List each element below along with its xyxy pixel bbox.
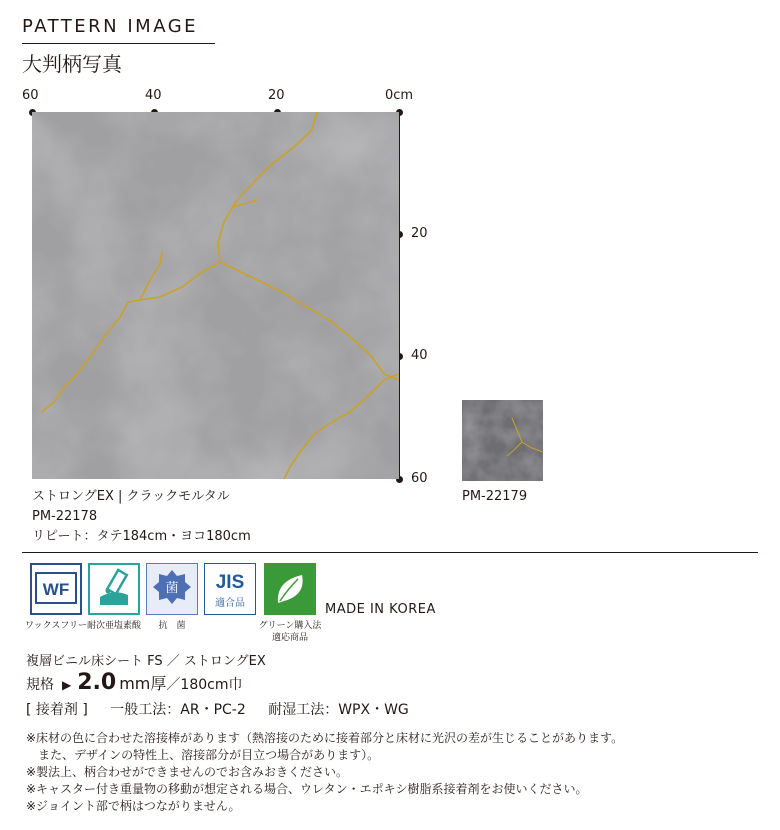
ruler-top-tick-0: 0cm: [385, 88, 414, 103]
antibacterial-icon-text: 菌: [165, 581, 179, 596]
made-in-label: MADE IN KOREA: [325, 602, 436, 617]
wf-badge-label: ワックスフリー: [24, 621, 88, 631]
section-title-en: PATTERN IMAGE: [22, 16, 199, 37]
chemical-badge-label: 耐次亜塩素酸: [86, 621, 141, 631]
product-type: 複層ビニル床シート FS ／ ストロングEX: [26, 654, 266, 669]
alt-sample-code: PM-22179: [462, 489, 528, 504]
ruler-top-tick-60: 60: [22, 88, 39, 103]
green-purchase-label-line1: グリーン購入法: [258, 621, 322, 631]
width-value: ／180cm巾: [166, 677, 243, 693]
wf-badge: [30, 563, 82, 615]
chemical-badge: [88, 563, 140, 615]
jis-badge: [204, 563, 256, 615]
green-purchase-label-line2: 適応商品: [271, 633, 308, 643]
section-divider: [22, 552, 758, 553]
wf-icon-text: WF: [42, 580, 70, 599]
note-line: ※製法上、柄合わせができませんのでお含みおきください。: [26, 765, 349, 779]
main-sample-repeat: リピート：タテ184cm・ヨコ180cm: [32, 529, 251, 544]
adhesive-spec: [26, 699, 409, 719]
green-purchase-badge: [264, 563, 316, 615]
arrow-icon: ▶: [62, 678, 72, 692]
antibacterial-badge-label: 抗 菌: [158, 621, 186, 631]
ruler-right-tick-60: 60: [411, 471, 428, 486]
ruler-right-tick-20: 20: [411, 226, 428, 241]
pattern-swatch-alt: [462, 400, 543, 481]
adhesive-moisture: 耐湿工法：WPX・WG: [268, 702, 409, 718]
leaf-icon: [266, 565, 314, 613]
title-underline: [22, 43, 215, 44]
note-line: ※床材の色に合わせた溶接棒があります（熱溶接のために接着部分と床材に光沢の差が生じることがあります。: [26, 731, 624, 745]
note-line: また、デザインの特性上、溶接部分が目立つ場合があります）。: [26, 748, 380, 762]
jis-icon-subtext: 適合品: [215, 598, 245, 609]
ruler-right-line: [399, 112, 400, 480]
antibacterial-icon: [147, 564, 197, 614]
main-sample-name: ストロングEX | クラックモルタル: [32, 489, 230, 504]
adhesive-general: 一般工法：AR・PC-2: [110, 702, 246, 718]
size-spec: [26, 670, 242, 695]
section-title-ja: 大判柄写真: [22, 52, 122, 76]
antibacterial-badge: [146, 563, 198, 615]
main-sample-code: PM-22178: [32, 509, 98, 524]
note-line: ※キャスター付き重量物の移動が想定される場合、ウレタン・エポキシ樹脂系接着剤をお使いください。: [26, 782, 588, 796]
green-purchase-label: [254, 620, 326, 644]
jis-icon-text: JIS: [215, 572, 245, 593]
ruler-right-tick-40: 40: [411, 348, 428, 363]
note-line: ※ジョイント部で柄はつながりません。: [26, 799, 241, 813]
jis-icon: [205, 564, 255, 614]
thickness-unit: mm厚: [119, 674, 167, 693]
ruler-top-tick-40: 40: [145, 88, 162, 103]
thickness-value: 2.0: [77, 670, 117, 695]
adhesive-label: [ 接着剤 ]: [26, 702, 88, 718]
ruler-top-tick-20: 20: [268, 88, 285, 103]
pattern-swatch-main: [32, 112, 399, 479]
wf-icon: [32, 565, 80, 613]
chemical-resistance-icon: [90, 565, 138, 613]
size-label: 規格: [26, 677, 54, 693]
